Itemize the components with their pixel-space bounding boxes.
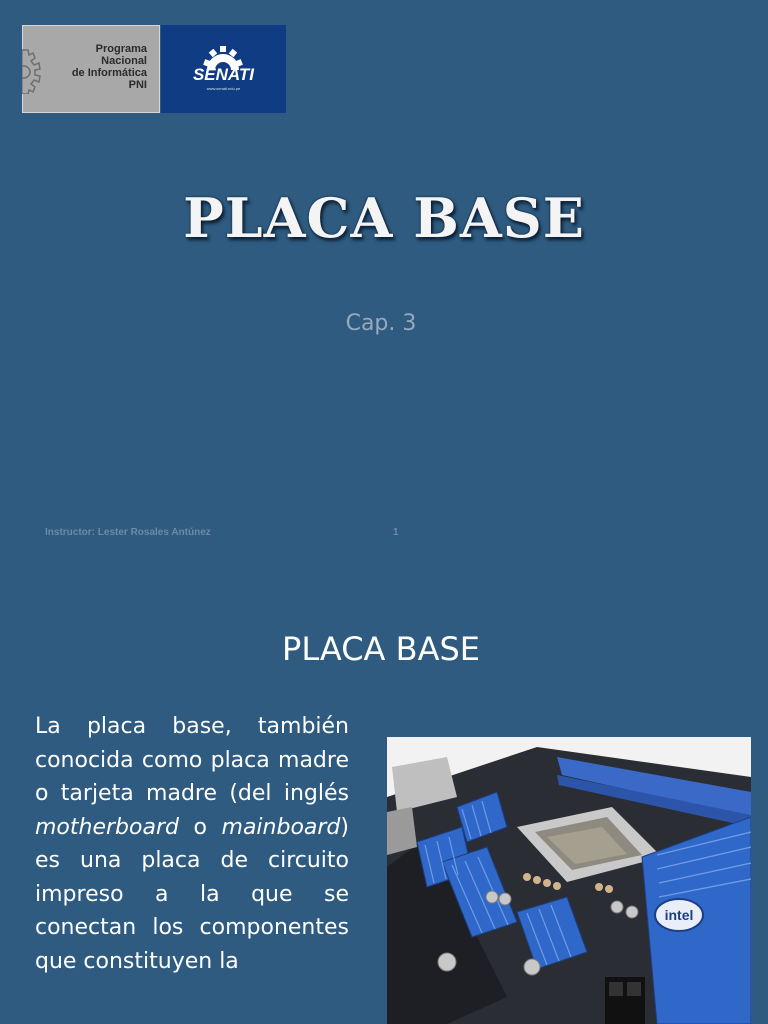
institution-logos xyxy=(22,25,286,113)
senati-logo xyxy=(161,25,286,113)
term-placa-base: placa base xyxy=(86,714,225,739)
pni-logo xyxy=(22,25,160,113)
pni-line-2: Nacional xyxy=(101,55,147,67)
motherboard-photo xyxy=(387,737,751,1024)
term-placa-madre: placa madre xyxy=(210,747,349,773)
slide-title: PLACA BASE xyxy=(183,186,585,250)
pni-line-1: Programa xyxy=(95,43,147,55)
motherboard-illustration xyxy=(387,737,751,1024)
slide-2 xyxy=(0,575,768,1024)
body-text xyxy=(35,710,349,978)
pni-line-3: de Informática xyxy=(71,67,147,79)
gear-icon xyxy=(22,46,42,94)
senati-url: www.senati.edu.pe xyxy=(206,86,241,91)
term-mainboard: mainboard xyxy=(221,814,341,840)
body-text-run: , también conocida como xyxy=(35,714,349,773)
body-text-run: o xyxy=(35,781,61,806)
footer-instructor: Instructor: Lester Rosales Antúnez xyxy=(45,527,211,538)
body-text-run: (del inglés xyxy=(217,781,350,806)
slide-subtitle: Cap. 3 xyxy=(345,311,417,336)
body-text-run: La xyxy=(35,714,87,739)
body-text-run: o xyxy=(178,814,222,840)
term-tarjeta-madre: tarjeta madre xyxy=(60,781,218,806)
page-number: 1 xyxy=(393,527,399,538)
senati-wordmark: SENATI xyxy=(192,65,255,84)
slide-title: PLACA BASE xyxy=(282,630,480,668)
pni-logo-text xyxy=(49,43,159,91)
term-motherboard: motherboard xyxy=(35,814,179,840)
intel-logo-text: intel xyxy=(664,907,694,923)
pni-line-4: PNI xyxy=(128,79,147,91)
body-text-run: ) es una placa de circuito impreso a la que se conectan los componentes que constituyen la xyxy=(35,814,349,974)
